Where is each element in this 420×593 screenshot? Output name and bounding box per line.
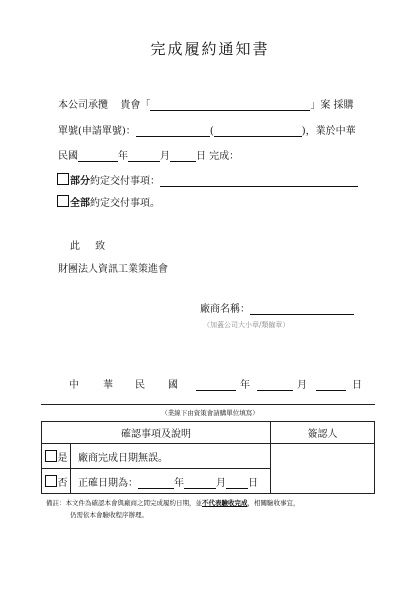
- no-month: 月: [216, 477, 226, 489]
- date-hua: 華: [103, 380, 113, 391]
- no-prefix: 正確日期為：: [78, 477, 138, 489]
- footer-suffix: ，相關驗收事宜，: [247, 499, 300, 507]
- date-day-group: [316, 376, 362, 391]
- correct-year-blank[interactable]: [138, 478, 174, 489]
- all-label: 約定交付事項。: [90, 198, 160, 209]
- contract-line-3: [58, 147, 239, 162]
- date-month: 月: [297, 380, 307, 391]
- signature-cell[interactable]: [271, 444, 375, 494]
- line3-month: 月: [160, 151, 170, 162]
- yes-row-inner: [42, 444, 270, 468]
- completion-month-blank[interactable]: [128, 151, 160, 162]
- line2-prefix: 單號(申請單號)：: [58, 126, 136, 137]
- partial-items-blank[interactable]: [160, 176, 358, 187]
- paren-open: (: [209, 126, 214, 137]
- date-guo: 國: [168, 380, 178, 391]
- purchase-number-blank[interactable]: [136, 126, 210, 137]
- no-row-inner: [42, 469, 270, 493]
- no-label: 否: [57, 477, 68, 489]
- vendor-name-blank[interactable]: [250, 304, 354, 315]
- line1-prefix: 本公司承攬: [58, 100, 108, 111]
- option-partial: [57, 172, 358, 187]
- all-checkbox[interactable]: [57, 195, 69, 207]
- project-name-blank[interactable]: [150, 100, 310, 111]
- contract-line-1: [58, 96, 354, 111]
- partial-bold-label: 部分: [70, 176, 90, 187]
- table-header-right: 簽認人: [271, 422, 375, 444]
- date-min: 民: [135, 380, 145, 391]
- yes-cell: [42, 444, 71, 468]
- line3-year: 年: [118, 151, 128, 162]
- line1-suffix: 」案 採購: [310, 100, 354, 111]
- date-year: 年: [240, 380, 250, 391]
- recipient-name: 財團法人資訊工業策進會: [58, 264, 168, 275]
- date-month-group: [257, 376, 307, 391]
- vendor-name-line: [200, 300, 354, 315]
- sign-day-blank[interactable]: [316, 380, 346, 391]
- sign-year-blank[interactable]: [196, 380, 236, 391]
- completion-day-blank[interactable]: [170, 151, 196, 162]
- vendor-label: 廠商名稱：: [200, 304, 250, 315]
- partial-label: 約定交付事項：: [90, 176, 160, 187]
- no-text: [71, 469, 271, 493]
- footer-note-line2: 仍需依本會驗收程序辦理。: [70, 511, 148, 519]
- sign-month-blank[interactable]: [257, 380, 293, 391]
- table-header-row: [42, 422, 375, 444]
- no-cell: [42, 469, 71, 493]
- footer-note-line1: [46, 498, 300, 507]
- footer-underline: 不代表驗收完成: [202, 499, 248, 507]
- yes-label: 是: [57, 452, 68, 464]
- table-row: [42, 444, 375, 469]
- yes-text: 廠商完成日期無誤。: [78, 452, 168, 464]
- date-day: 日: [352, 380, 362, 391]
- confirmation-table: [41, 421, 375, 494]
- line1-addressee: 貴會「: [120, 100, 151, 111]
- document-title: 完成履約通知書: [150, 40, 270, 58]
- correct-month-blank[interactable]: [184, 478, 216, 489]
- section-note: （業線下由資策會請購單位填寫）: [161, 409, 259, 417]
- request-number-blank[interactable]: [214, 126, 302, 137]
- no-day: 日: [248, 477, 258, 489]
- yes-checkbox[interactable]: [45, 450, 57, 462]
- date-year-group: [196, 376, 250, 391]
- option-all: [57, 194, 160, 209]
- closing-salutation: 此 致: [70, 241, 112, 252]
- line3-prefix: 民國: [58, 151, 78, 162]
- correct-day-blank[interactable]: [226, 478, 248, 489]
- partial-checkbox[interactable]: [57, 173, 69, 185]
- stamp-note: （加蓋公司大小章/類僱章）: [203, 321, 290, 329]
- no-year: 年: [174, 477, 184, 489]
- all-bold-label: 全部: [70, 198, 90, 209]
- completion-year-blank[interactable]: [78, 151, 118, 162]
- line3-day: 日 完成：: [196, 151, 240, 162]
- no-checkbox[interactable]: [45, 475, 57, 487]
- line2-suffix: ，業於中華: [305, 126, 356, 137]
- section-divider: [41, 404, 375, 405]
- footer-prefix: 備註：本文件為確認本會與廠商之間完成履約日期，並: [46, 499, 202, 507]
- table-header-left: 確認事項及說明: [42, 422, 271, 444]
- date-zhong: 中: [69, 380, 79, 391]
- contract-line-2: [58, 122, 356, 137]
- paren-close: ): [301, 126, 306, 137]
